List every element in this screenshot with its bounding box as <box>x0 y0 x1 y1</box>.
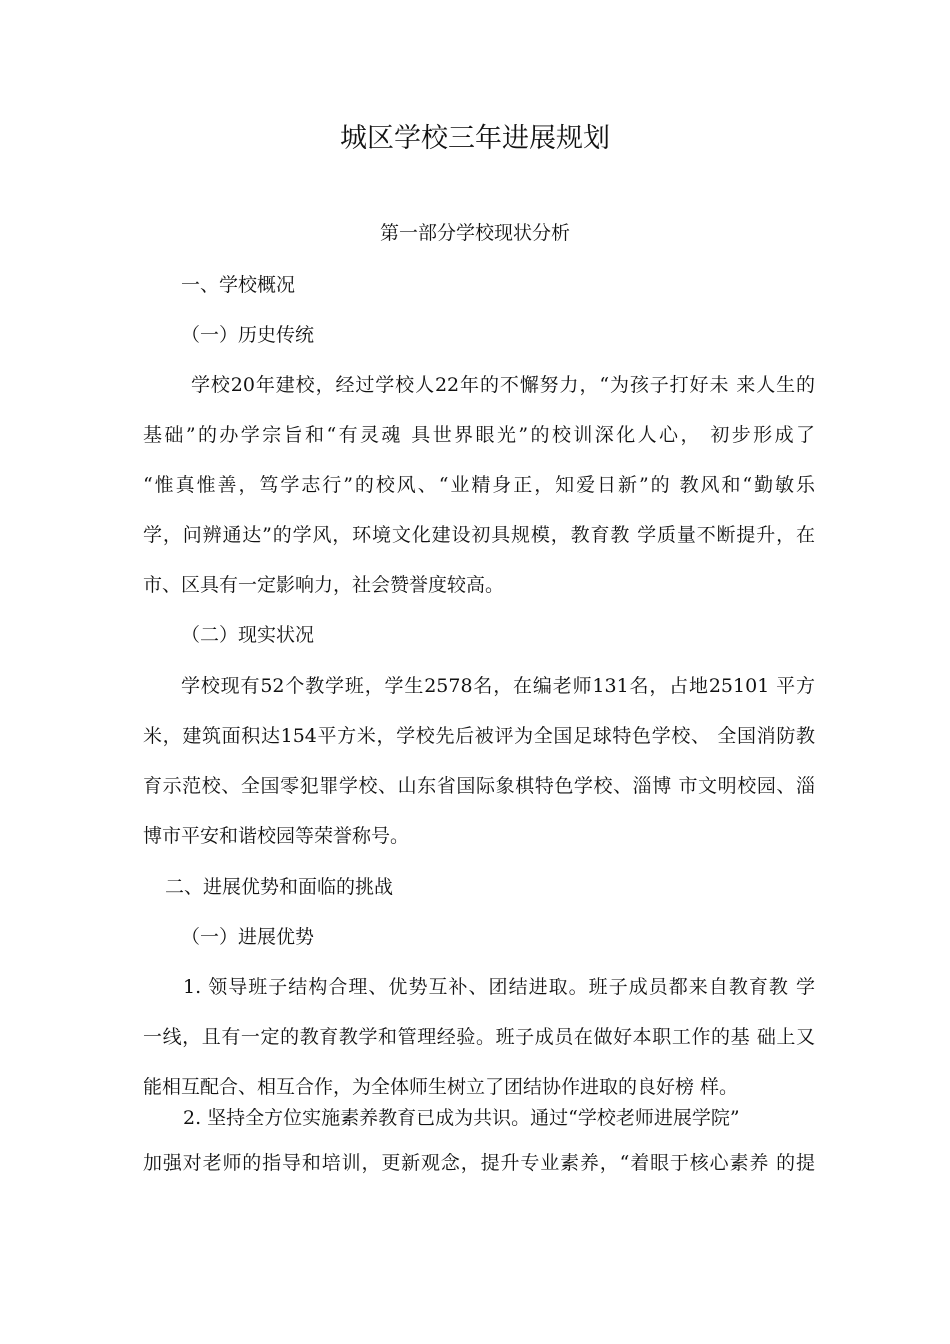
paragraph-line: 学校现有52个教学班，学生2578名，在编老师131名，占地25101 平方 <box>181 675 815 697</box>
section-heading-school-overview: 一、学校概况 <box>181 274 296 296</box>
part-heading: 第一部分学校现状分析 <box>379 222 570 244</box>
subsection-heading-history: （一）历史传统 <box>181 324 315 346</box>
paragraph-line: 学校20年建校，经过学校人22年的不懈努力，“为孩子打好未 来人生的 <box>191 374 815 396</box>
paragraph-line: “惟真惟善，笃学志行”的校风、“业精身正，知爱日新”的 教风和“勤敏乐 <box>143 474 815 496</box>
section-heading-advantages-challenges: 二、进展优势和面临的挑战 <box>165 876 394 898</box>
subsection-heading-current-status: （二）现实状况 <box>181 624 315 646</box>
list-item-line: 一线，且有一定的教育教学和管理经验。班子成员在做好本职工作的基 础上又 <box>143 1026 815 1048</box>
list-item-line: 加强对老师的指导和培训，更新观念，提升专业素养，“着眼于核心素养 的提 <box>143 1152 815 1174</box>
subsection-heading-advantages: （一）进展优势 <box>181 926 315 948</box>
paragraph-line: 基础”的办学宗旨和“有灵魂 具世界眼光”的校训深化人心， 初步形成了 <box>143 424 815 446</box>
list-item-line: 2. 坚持全方位实施素养教育已成为共识。通过“学校老师进展学院” <box>183 1107 740 1129</box>
list-item-line: 1. 领导班子结构合理、优势互补、团结进取。班子成员都来自教育教 学 <box>183 976 815 998</box>
paragraph-line: 育示范校、全国零犯罪学校、山东省国际象棋特色学校、淄博 市文明校园、淄 <box>143 775 815 797</box>
paragraph-line: 博市平安和谐校园等荣誉称号。 <box>143 825 410 847</box>
document-title: 城区学校三年进展规划 <box>340 123 610 154</box>
paragraph-line: 市、区具有一定影响力，社会赞誉度较高。 <box>143 574 505 596</box>
paragraph-line: 米，建筑面积达154平方米，学校先后被评为全国足球特色学校、 全国消防教 <box>143 725 815 747</box>
paragraph-line: 学，问辨通达”的学风，环境文化建设初具规模，教育教 学质量不断提升，在 <box>143 524 815 546</box>
list-item-line: 能相互配合、相互合作，为全体师生树立了团结协作进取的良好榜 样。 <box>143 1076 739 1098</box>
